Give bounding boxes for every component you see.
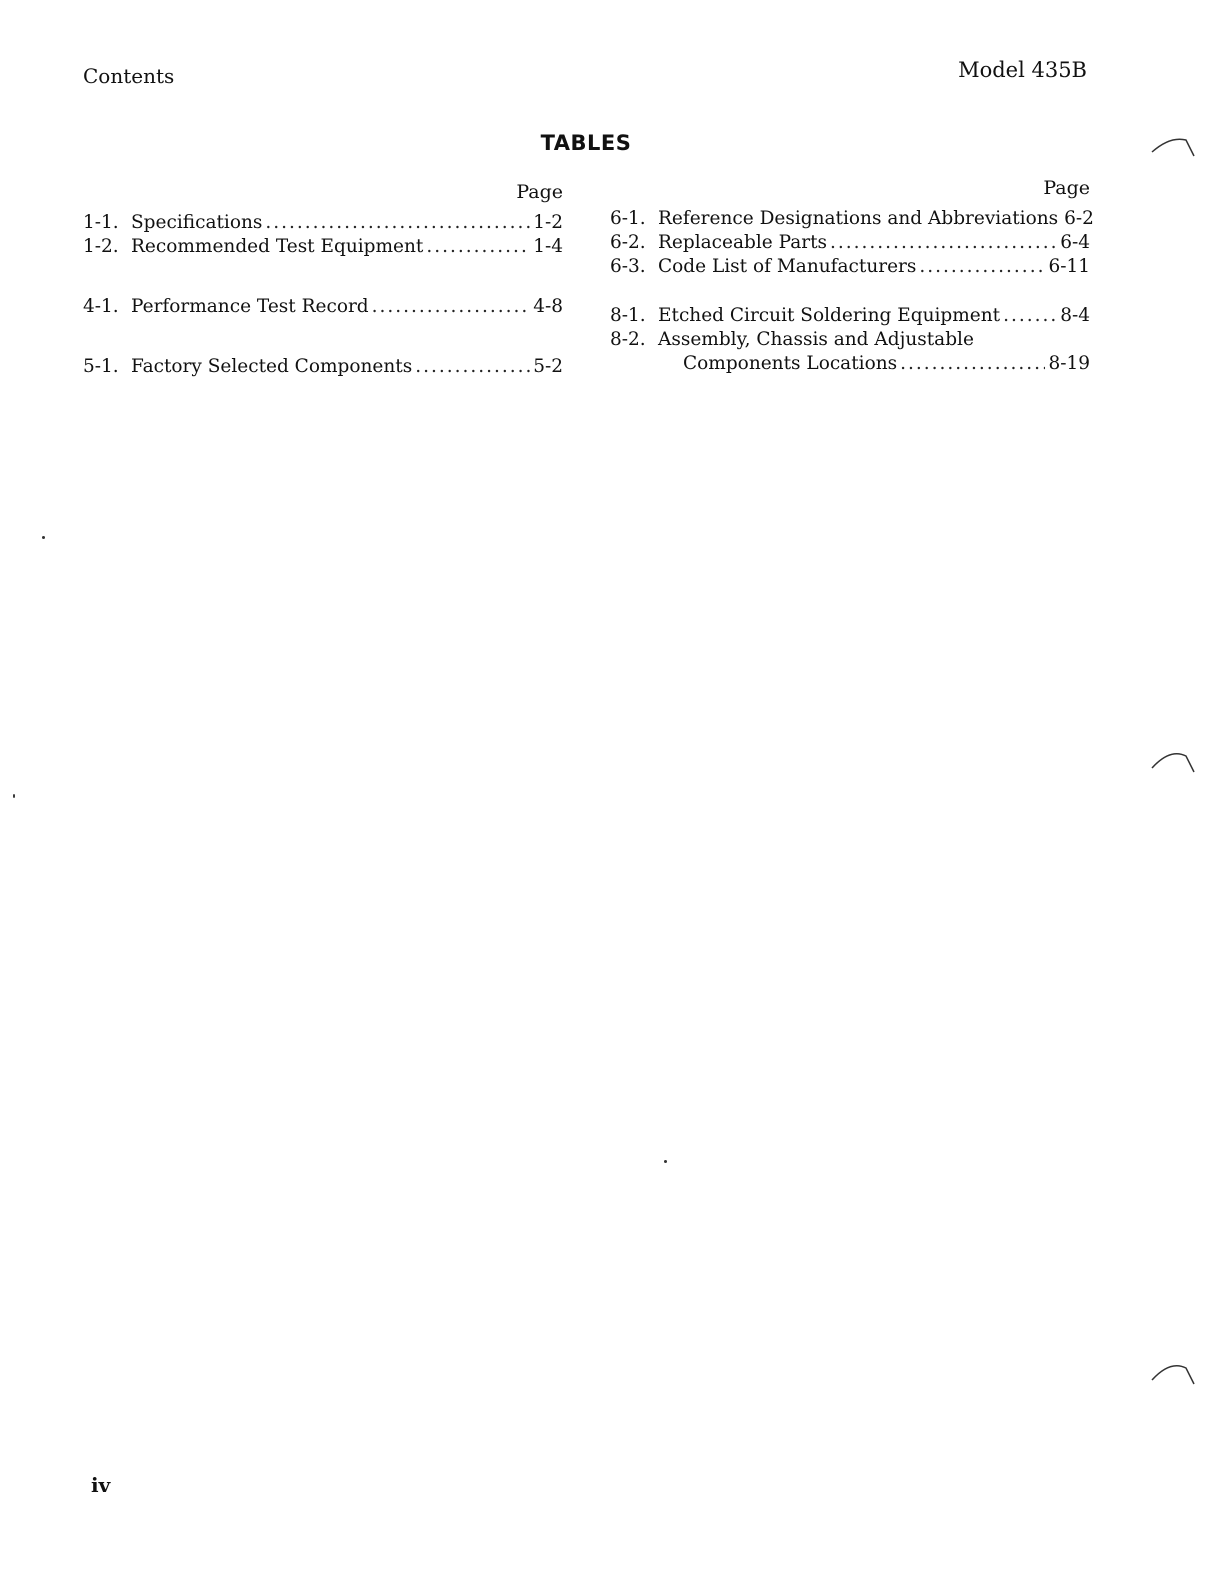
toc-entry-title: Etched Circuit Soldering Equipment bbox=[658, 305, 1001, 326]
toc-entry-number: 6-1. bbox=[610, 208, 646, 229]
toc-entry-page: 6-4 bbox=[1060, 232, 1090, 253]
toc-entry-number: 8-1. bbox=[610, 305, 646, 326]
page-title: TABLES bbox=[540, 131, 632, 155]
toc-entry-page: 1-2 bbox=[533, 212, 563, 233]
dot-leader bbox=[426, 236, 530, 257]
toc-entry-title: Reference Designations and Abbreviations bbox=[658, 208, 1059, 229]
toc-entry-number: 8-2. bbox=[610, 329, 646, 350]
dot-leader bbox=[415, 356, 530, 377]
binder-hole-mark bbox=[1148, 748, 1198, 778]
toc-entry[interactable] bbox=[610, 256, 1090, 280]
toc-entry-title: Recommended Test Equipment bbox=[131, 236, 424, 257]
toc-entry-page: 4-8 bbox=[533, 296, 563, 317]
toc-entry-page: 6-2 bbox=[1064, 208, 1094, 229]
toc-entry-number: 6-2. bbox=[610, 232, 646, 253]
toc-entry[interactable] bbox=[610, 305, 1090, 329]
running-header-model: Model 435B bbox=[958, 58, 1087, 82]
toc-entry-number: 4-1. bbox=[83, 296, 119, 317]
toc-entry-page: 1-4 bbox=[533, 236, 563, 257]
toc-entry[interactable] bbox=[83, 236, 563, 260]
toc-entry-title-continued: Components Locations bbox=[683, 353, 898, 374]
dot-leader bbox=[265, 212, 530, 233]
toc-entry-title: Code List of Manufacturers bbox=[658, 256, 917, 277]
dot-leader bbox=[830, 232, 1057, 253]
toc-entry[interactable] bbox=[83, 212, 563, 236]
dot-leader bbox=[900, 353, 1045, 374]
scan-speck bbox=[13, 794, 15, 798]
page-number: iv bbox=[91, 1473, 111, 1497]
toc-entry-title: Specifications bbox=[131, 212, 263, 233]
scan-speck bbox=[664, 1160, 667, 1163]
scan-speck bbox=[42, 536, 45, 539]
toc-entry[interactable] bbox=[83, 296, 563, 320]
toc-entry[interactable] bbox=[83, 356, 563, 380]
toc-entry-title: Assembly, Chassis and Adjustable bbox=[658, 329, 974, 350]
toc-entry-number: 1-1. bbox=[83, 212, 119, 233]
toc-entry[interactable] bbox=[610, 208, 1094, 232]
tables-list-right bbox=[610, 177, 1094, 377]
toc-entry-page: 8-4 bbox=[1060, 305, 1090, 326]
dot-leader bbox=[919, 256, 1045, 277]
dot-leader bbox=[1003, 305, 1057, 326]
toc-entry-number: 6-3. bbox=[610, 256, 646, 277]
toc-entry-title: Performance Test Record bbox=[131, 296, 369, 317]
toc-entry-title: Replaceable Parts bbox=[658, 232, 828, 253]
binder-hole-mark bbox=[1148, 132, 1198, 162]
page-column-label: Page bbox=[516, 181, 563, 203]
page-column-label: Page bbox=[1043, 177, 1090, 199]
toc-entry-page: 5-2 bbox=[533, 356, 563, 377]
toc-entry-title: Factory Selected Components bbox=[131, 356, 413, 377]
toc-entry-number: 5-1. bbox=[83, 356, 119, 377]
dot-leader bbox=[372, 296, 531, 317]
tables-list-left bbox=[83, 181, 563, 380]
toc-entry[interactable] bbox=[610, 329, 1090, 353]
toc-entry[interactable] bbox=[610, 232, 1090, 256]
toc-entry-number: 1-2. bbox=[83, 236, 119, 257]
toc-entry-page: 8-19 bbox=[1048, 353, 1090, 374]
running-header-section: Contents bbox=[83, 64, 175, 88]
toc-entry-continuation[interactable] bbox=[610, 353, 1090, 377]
toc-entry-page: 6-11 bbox=[1048, 256, 1090, 277]
binder-hole-mark bbox=[1148, 1360, 1198, 1390]
